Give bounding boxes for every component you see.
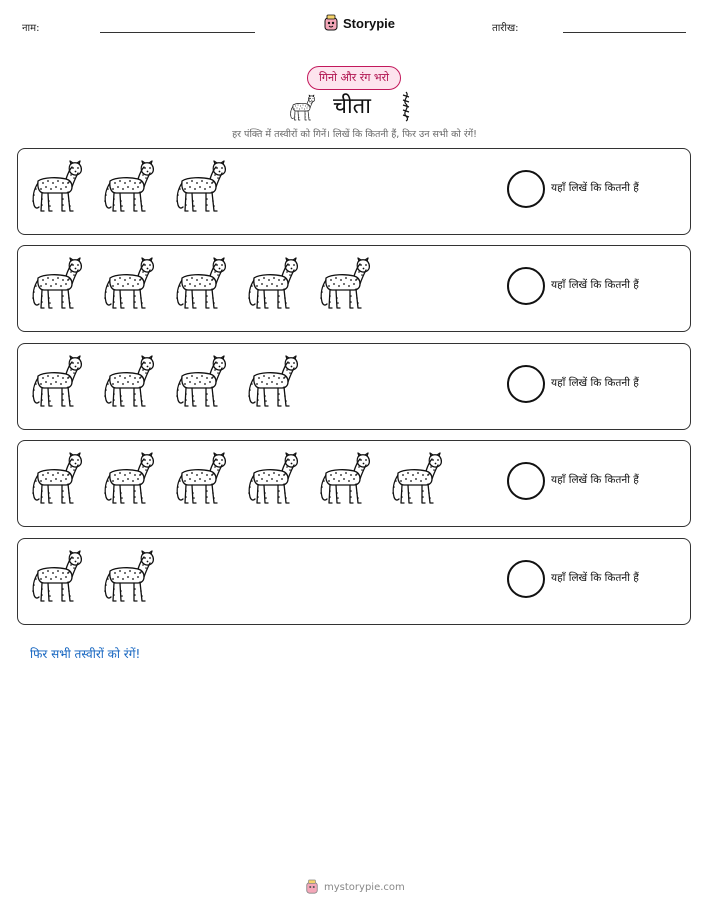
cheetah-icon xyxy=(100,451,156,507)
cheetah-icon xyxy=(244,451,300,507)
count-row xyxy=(17,538,691,625)
cheetah-icon xyxy=(172,159,228,215)
activity-pill: गिनो और रंग भरो xyxy=(307,66,401,90)
answer-circle[interactable] xyxy=(507,560,545,598)
cheetah-icon xyxy=(28,549,84,605)
animal-group xyxy=(28,159,228,219)
date-field[interactable] xyxy=(563,32,686,33)
cheetah-icon xyxy=(28,256,84,312)
date-label: तारीख: xyxy=(492,23,519,34)
instructions: हर पंक्ति में तस्वीरों को गिनें। लिखें कि कितनी हैं, फिर उन सभी को रंगें! xyxy=(232,129,477,140)
storypie-logo-icon xyxy=(305,879,319,895)
cheetah-icon xyxy=(288,94,316,122)
cheetah-icon xyxy=(172,451,228,507)
answer-hint: यहाँ लिखें कि कितनी हैं xyxy=(551,182,639,194)
count-row xyxy=(17,245,691,332)
animal-group xyxy=(28,451,444,511)
cheetah-icon xyxy=(388,451,444,507)
cheetah-icon xyxy=(172,256,228,312)
site-url: mystorypie.com xyxy=(324,881,405,893)
animal-group xyxy=(28,549,156,609)
name-label: नाम: xyxy=(22,23,40,34)
cheetah-icon xyxy=(28,451,84,507)
cheetah-icon xyxy=(316,451,372,507)
cheetah-icon xyxy=(100,256,156,312)
storypie-logo-icon xyxy=(323,14,339,32)
answer-hint: यहाँ लिखें कि कितनी हैं xyxy=(551,279,639,291)
caterpillar-icon xyxy=(398,90,414,122)
cheetah-icon xyxy=(28,354,84,410)
answer-circle[interactable] xyxy=(507,267,545,305)
cheetah-icon xyxy=(28,159,84,215)
count-row xyxy=(17,440,691,527)
page-title: चीता xyxy=(333,94,371,119)
answer-hint: यहाँ लिखें कि कितनी हैं xyxy=(551,377,639,389)
coloring-note: फिर सभी तस्वीरों को रंगें! xyxy=(30,647,141,661)
answer-circle[interactable] xyxy=(507,365,545,403)
cheetah-icon xyxy=(244,354,300,410)
footer xyxy=(305,879,405,895)
count-row xyxy=(17,343,691,430)
cheetah-icon xyxy=(172,354,228,410)
answer-hint: यहाँ लिखें कि कितनी हैं xyxy=(551,572,639,584)
brand xyxy=(323,14,395,32)
animal-group xyxy=(28,256,372,316)
cheetah-icon xyxy=(100,159,156,215)
cheetah-icon xyxy=(244,256,300,312)
name-field[interactable] xyxy=(100,32,255,33)
answer-circle[interactable] xyxy=(507,170,545,208)
brand-name: Storypie xyxy=(343,15,396,31)
cheetah-icon xyxy=(100,549,156,605)
answer-circle[interactable] xyxy=(507,462,545,500)
answer-hint: यहाँ लिखें कि कितनी हैं xyxy=(551,474,639,486)
cheetah-icon xyxy=(316,256,372,312)
cheetah-icon xyxy=(100,354,156,410)
animal-group xyxy=(28,354,300,414)
count-row xyxy=(17,148,691,235)
